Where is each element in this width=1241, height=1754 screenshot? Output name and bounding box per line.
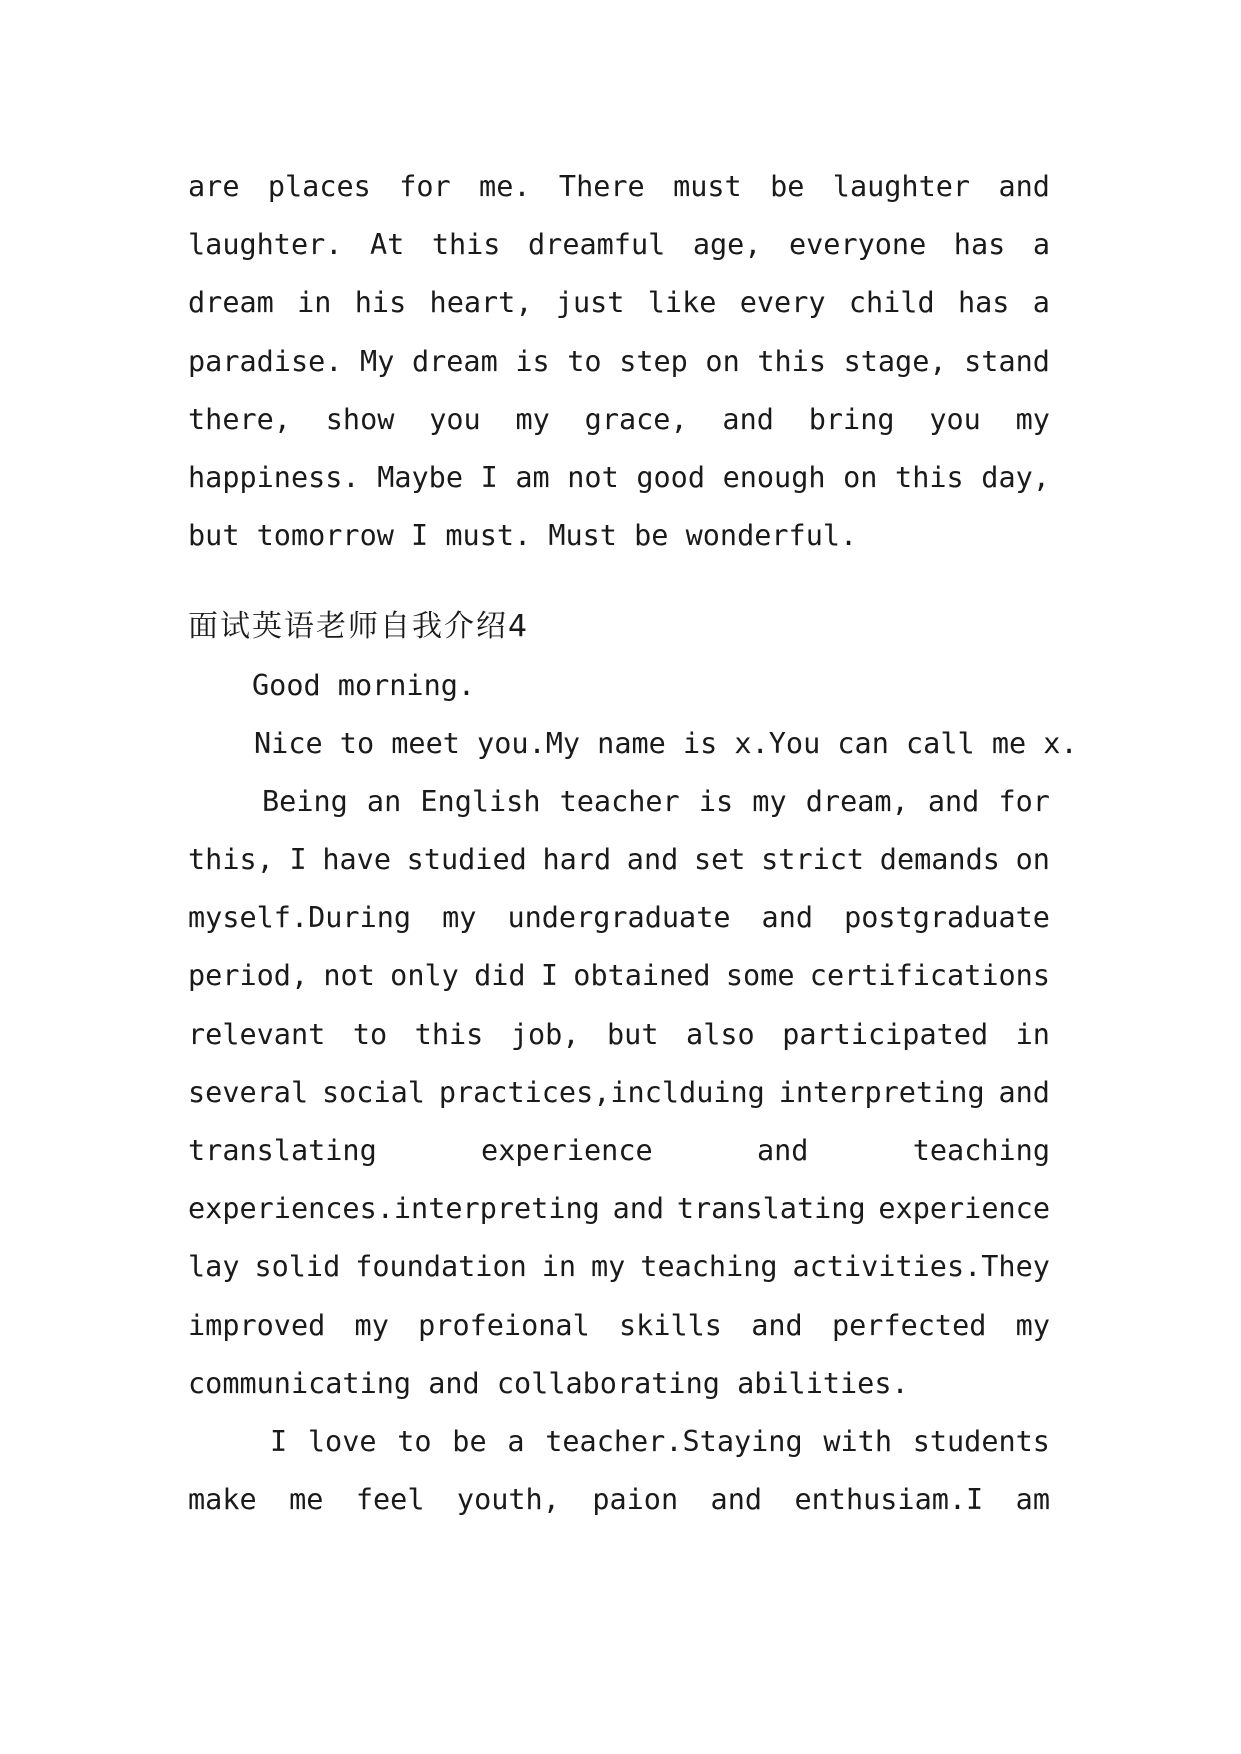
word: only — [390, 959, 459, 993]
word: and — [998, 1075, 1050, 1109]
word: every — [739, 286, 826, 320]
word: bring — [808, 402, 895, 436]
word: enthusiam.I — [794, 1483, 984, 1517]
word: and — [710, 1483, 763, 1517]
word: feel — [355, 1483, 425, 1517]
text-line — [188, 449, 1050, 507]
word: his — [354, 286, 407, 320]
word: relevant — [188, 1017, 326, 1051]
word: me — [289, 1483, 324, 1517]
word: experience — [878, 1192, 1050, 1226]
word: a — [1032, 286, 1050, 320]
word: dreamful — [528, 228, 666, 262]
word: improved — [188, 1308, 326, 1342]
word: this — [895, 460, 964, 494]
word: this — [757, 344, 826, 378]
word: experiences.interpreting — [188, 1192, 600, 1226]
word: participated — [782, 1017, 989, 1051]
word: I — [540, 959, 559, 993]
word: be — [452, 1424, 487, 1458]
paragraph-2 — [188, 773, 1050, 1413]
word: studied — [406, 843, 527, 877]
word: to — [397, 1424, 432, 1458]
word: English — [420, 784, 541, 818]
word: to — [352, 1017, 388, 1051]
word: like — [647, 286, 717, 320]
word: At — [369, 228, 405, 262]
word: foundation — [355, 1250, 527, 1284]
word: teacher.Staying — [545, 1424, 803, 1458]
word: and — [756, 1134, 809, 1167]
text-line — [188, 333, 1050, 391]
word: and — [998, 170, 1050, 203]
paragraph-1 — [188, 158, 1050, 565]
word: has — [953, 228, 1006, 262]
word: I — [289, 843, 307, 877]
intro-line: Nice to meet you.My name is x.You can call me x. — [254, 726, 1078, 760]
text-line — [188, 1471, 1050, 1529]
word: grace, — [584, 402, 688, 436]
word: I — [270, 1424, 288, 1458]
text-line — [188, 947, 1050, 1005]
word: laughter — [832, 170, 971, 203]
word: you — [429, 402, 481, 436]
word: postgraduate — [844, 901, 1050, 935]
text-line — [188, 1122, 1050, 1180]
greeting-line: Good morning. — [252, 668, 476, 702]
word: There — [558, 170, 645, 203]
word: and — [751, 1308, 803, 1342]
word: is — [698, 784, 734, 818]
word: interpreting — [778, 1075, 985, 1109]
word: job, — [510, 1017, 580, 1051]
word: translating — [676, 1192, 866, 1226]
text-line — [188, 1006, 1050, 1064]
word: did — [474, 959, 526, 993]
word: just — [555, 286, 625, 320]
word: my — [515, 402, 550, 436]
word: teaching — [912, 1134, 1050, 1167]
text-line — [188, 773, 1050, 831]
text-line — [188, 1238, 1050, 1296]
word: profeional — [418, 1308, 590, 1342]
word: am — [1015, 1483, 1050, 1517]
word: make — [188, 1483, 257, 1517]
word: practices,inclduing — [438, 1075, 765, 1109]
text-line — [188, 889, 1050, 947]
paragraph-3 — [188, 1413, 1050, 1529]
word: and — [612, 1192, 665, 1226]
word: myself.During — [188, 901, 412, 935]
word: dream, — [805, 784, 909, 818]
word: also — [686, 1017, 755, 1051]
word: translating — [188, 1134, 377, 1167]
word: my — [1015, 1308, 1050, 1342]
word: for — [998, 784, 1050, 818]
word: in — [1015, 1017, 1050, 1051]
word: am — [515, 460, 550, 494]
section-heading: 面试英语老师自我介绍4 — [188, 609, 530, 645]
word: I — [480, 460, 498, 494]
word: teacher — [559, 784, 680, 818]
word: undergraduate — [507, 901, 731, 935]
word: has — [957, 286, 1010, 320]
word: must — [673, 170, 742, 203]
word: youth, — [456, 1483, 560, 1517]
word: stage, — [843, 344, 947, 378]
word: some — [725, 959, 795, 993]
word: everyone — [788, 228, 927, 262]
word: are — [188, 170, 240, 203]
document-page — [188, 158, 1078, 1529]
word: My — [360, 344, 395, 378]
word: you — [929, 402, 981, 436]
word: show — [325, 402, 395, 436]
word: and — [927, 784, 980, 818]
word: perfected — [831, 1308, 987, 1342]
word: be — [770, 170, 805, 203]
word: a — [1032, 228, 1050, 262]
word: heart, — [429, 286, 533, 320]
word: happiness. — [188, 460, 360, 494]
word: and — [626, 843, 679, 877]
word: set — [693, 843, 746, 877]
word: demands — [879, 843, 1000, 877]
word: paion — [592, 1483, 679, 1517]
word: skills — [619, 1308, 722, 1342]
word: in — [297, 286, 332, 320]
text-line — [188, 274, 1050, 332]
word: obtained — [573, 959, 711, 993]
word: is — [515, 344, 550, 378]
word: step — [619, 344, 688, 378]
word: dream — [411, 344, 498, 378]
word: stand — [964, 344, 1050, 378]
word: and — [761, 901, 814, 935]
word: an — [366, 784, 402, 818]
word: enough — [722, 460, 826, 494]
word: have — [322, 843, 391, 877]
word: activities.They — [792, 1250, 1050, 1284]
word: my — [442, 901, 477, 935]
word: Being — [262, 784, 348, 818]
word: strict — [761, 843, 865, 877]
word: social — [321, 1075, 425, 1109]
word: paradise. — [188, 344, 343, 378]
text-line: but tomorrow I must. Must be wonderful. — [188, 519, 858, 553]
word: to — [567, 344, 602, 378]
word: this — [431, 228, 501, 262]
word: age, — [692, 228, 762, 262]
word: lay — [188, 1250, 240, 1284]
word: laughter. — [188, 228, 343, 262]
text-line — [188, 1180, 1050, 1238]
word: a — [507, 1424, 525, 1458]
word: students — [912, 1424, 1050, 1458]
word: me. — [479, 170, 531, 203]
word: several — [188, 1075, 309, 1109]
word: this — [414, 1017, 484, 1051]
word: experience — [481, 1134, 653, 1167]
word: and — [722, 402, 774, 436]
word: teaching — [640, 1250, 778, 1284]
word: my — [354, 1308, 389, 1342]
word: day, — [981, 460, 1050, 494]
word: my — [591, 1250, 626, 1284]
word: on — [705, 344, 740, 378]
word: good — [636, 460, 705, 494]
word: not — [567, 460, 619, 494]
text-line: communicating and collaborating abilities. — [188, 1366, 909, 1400]
word: solid — [254, 1250, 341, 1284]
text-line — [188, 391, 1050, 449]
word: places — [267, 170, 371, 203]
word: dream — [188, 286, 274, 320]
word: there, — [188, 402, 291, 436]
word: in — [541, 1250, 577, 1284]
word: certifications — [809, 959, 1050, 993]
word: my — [1015, 402, 1050, 436]
word: period, — [188, 959, 309, 993]
text-line — [188, 158, 1050, 216]
word: on — [1015, 843, 1050, 877]
text-line — [188, 1297, 1050, 1355]
word: love — [307, 1424, 377, 1458]
word: child — [848, 286, 935, 320]
word: with — [823, 1424, 892, 1458]
word: on — [843, 460, 878, 494]
word: my — [752, 784, 787, 818]
text-line — [188, 1064, 1050, 1122]
word: Maybe — [377, 460, 463, 494]
word: but — [607, 1017, 659, 1051]
word: for — [399, 170, 451, 203]
text-line — [188, 216, 1050, 274]
text-line — [188, 831, 1050, 889]
word: not — [323, 959, 375, 993]
word: hard — [542, 843, 612, 877]
word: this, — [188, 843, 274, 877]
text-line — [188, 1413, 1050, 1471]
